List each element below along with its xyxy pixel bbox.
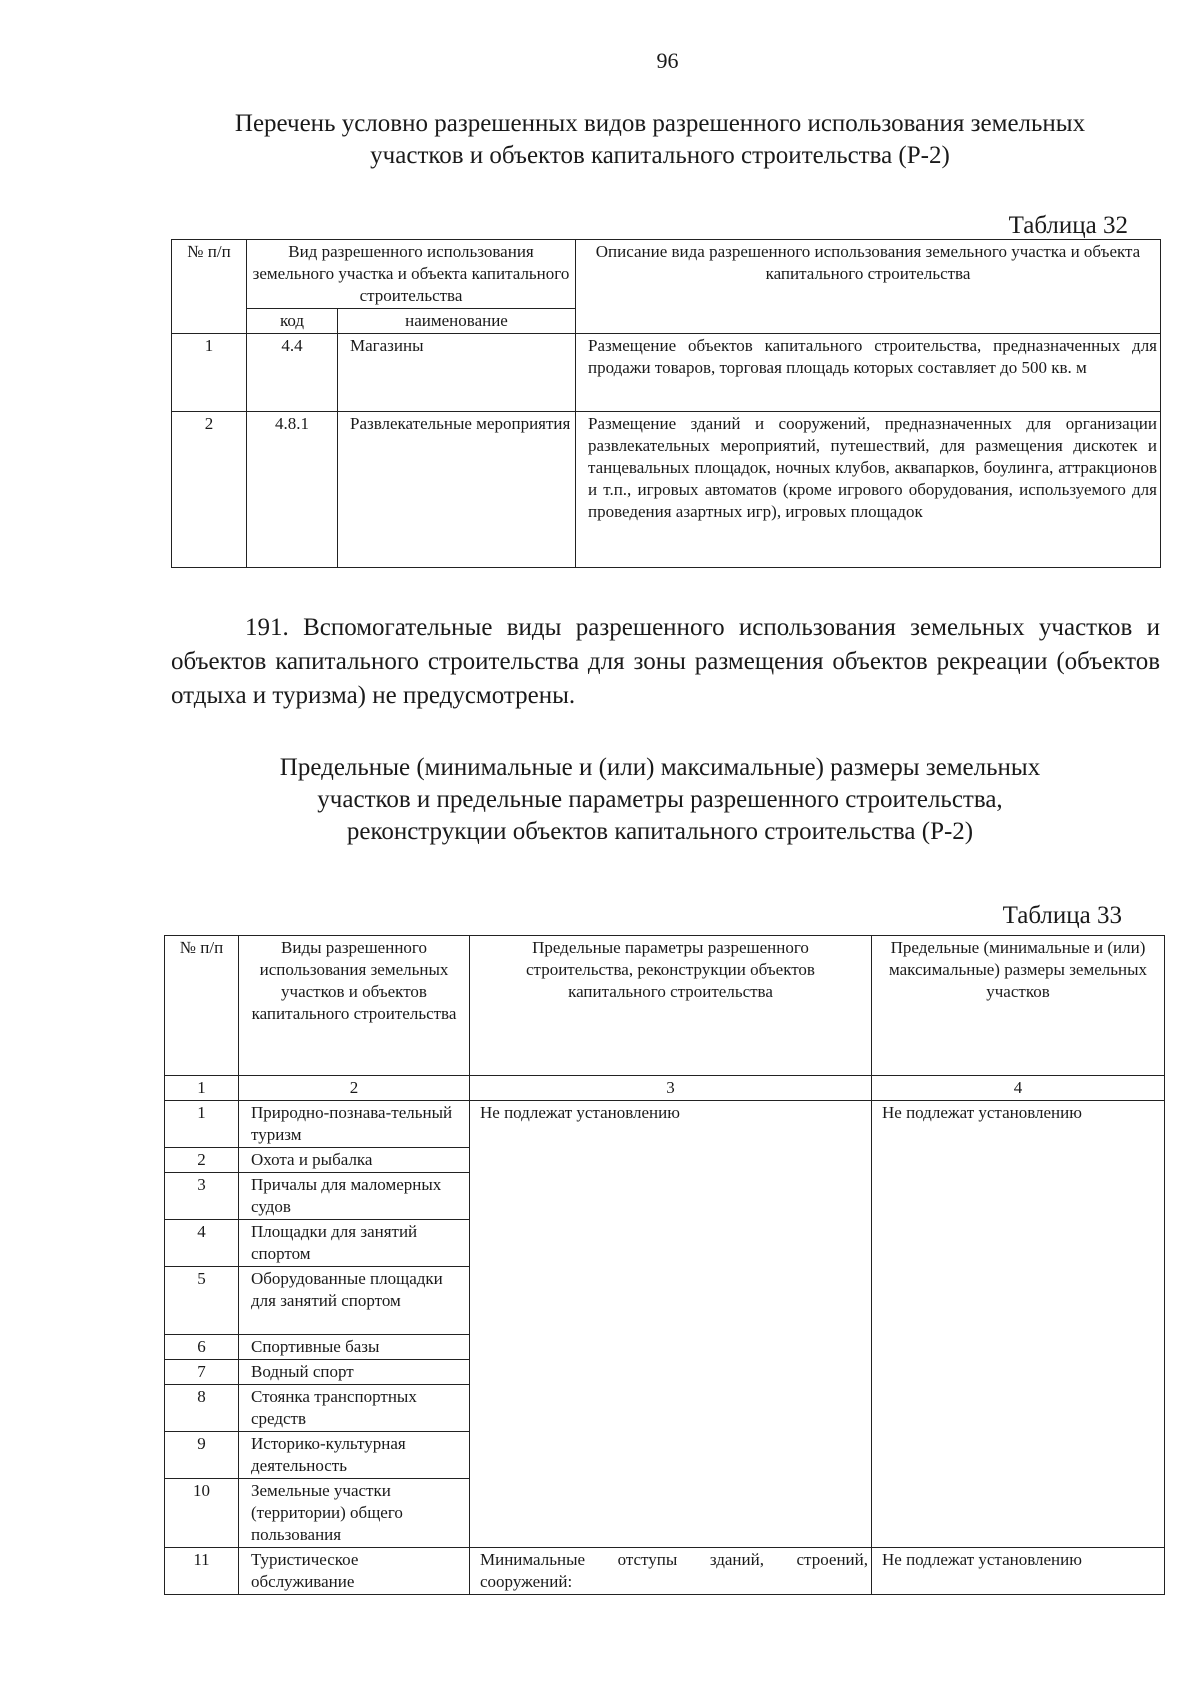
cell-num: 10 xyxy=(165,1479,239,1548)
cell-kind: Стоянка транспортных средств xyxy=(239,1385,470,1432)
cell-description: Размещение объектов капитального строительства, предназначенных для продажи товаров, торговая площадь которых составляет до 500 кв. м xyxy=(576,334,1161,412)
page-number: 96 xyxy=(656,48,679,73)
cell-kind: Причалы для маломерных судов xyxy=(239,1173,470,1220)
cell-num: 1 xyxy=(172,334,247,412)
table-33-label: Таблица 33 xyxy=(1002,902,1122,929)
table-32-title xyxy=(160,108,1160,172)
cell-num: 2 xyxy=(172,412,247,568)
cell-num: 2 xyxy=(165,1148,239,1173)
table-32 xyxy=(171,239,1161,568)
cell-kind: Туристическое обслуживание xyxy=(239,1548,470,1595)
cell-name: Развлекательные мероприятия xyxy=(338,412,576,568)
cell-kind: Площадки для занятий спортом xyxy=(239,1220,470,1267)
cell-description: Размещение зданий и сооружений, предназначенных для организации развлекательных мероприятий, путешествий, для размещения дискотек и танцевальных площадок, ночных клубов, аквапарков, боулинга, аттракционов и т.п., игровых автоматов (кроме игрового оборудования, используемого для проведения азартных игр), игровых площадок xyxy=(576,412,1161,568)
col-number: 4 xyxy=(872,1076,1165,1101)
cell-code: 4.8.1 xyxy=(247,412,338,568)
table-32-label: Таблица 32 xyxy=(1008,212,1128,239)
header-name: наименование xyxy=(338,309,576,334)
title-line: Перечень условно разрешенных видов разрешенного использования земельных xyxy=(234,110,1086,137)
table-33-title xyxy=(160,752,1160,848)
cell-sizes-group: Не подлежат установлению xyxy=(872,1101,1165,1548)
title-line: Предельные (минимальные и (или) максимальные) размеры земельных xyxy=(279,754,1041,781)
cell-num: 6 xyxy=(165,1335,239,1360)
cell-kind: Оборудованные площадки для занятий спортом xyxy=(239,1267,470,1335)
cell-num: 11 xyxy=(165,1548,239,1595)
cell-kind: Спортивные базы xyxy=(239,1335,470,1360)
cell-num: 3 xyxy=(165,1173,239,1220)
col-number: 3 xyxy=(470,1076,872,1101)
col-number: 2 xyxy=(239,1076,470,1101)
header-kind: Вид разрешенного использования земельного участка и объекта капитального строительства xyxy=(247,240,576,309)
header-kinds: Виды разрешенного использования земельных участков и объектов капитального строительства xyxy=(239,936,470,1076)
col-number: 1 xyxy=(165,1076,239,1101)
title-line: реконструкции объектов капитального строительства (Р-2) xyxy=(346,818,974,845)
cell-num: 1 xyxy=(165,1101,239,1148)
cell-name: Магазины xyxy=(338,334,576,412)
header-num: № п/п xyxy=(172,240,247,334)
title-line: участков и объектов капитального строительства (Р-2) xyxy=(370,142,950,169)
cell-code: 4.4 xyxy=(247,334,338,412)
cell-kind: Водный спорт xyxy=(239,1360,470,1385)
cell-params: Минимальные отступы зданий, строений, сооружений: xyxy=(470,1548,872,1595)
header-description: Описание вида разрешенного использования земельного участка и объекта капитального строительства xyxy=(576,240,1161,334)
paragraph-191: 191. Вспомогательные виды разрешенного использования земельных участков и объектов капитального строительства для зоны размещения объектов рекреации (объектов отдыха и туризма) не предусмотрены. xyxy=(171,614,1160,709)
cell-sizes: Не подлежат установлению xyxy=(872,1548,1165,1595)
header-code: код xyxy=(247,309,338,334)
table-33 xyxy=(164,935,1165,1595)
cell-num: 5 xyxy=(165,1267,239,1335)
title-line: участков и предельные параметры разрешенного строительства, xyxy=(317,786,1003,813)
cell-num: 9 xyxy=(165,1432,239,1479)
cell-num: 4 xyxy=(165,1220,239,1267)
header-params: Предельные параметры разрешенного строительства, реконструкции объектов капитального строительства xyxy=(470,936,872,1076)
cell-kind: Природно-познава-тельный туризм xyxy=(239,1101,470,1148)
cell-kind: Историко-культурная деятельность xyxy=(239,1432,470,1479)
cell-params-group: Не подлежат установлению xyxy=(470,1101,872,1548)
header-num: № п/п xyxy=(165,936,239,1076)
cell-num: 8 xyxy=(165,1385,239,1432)
header-sizes: Предельные (минимальные и (или) максимальные) размеры земельных участков xyxy=(872,936,1165,1076)
cell-kind: Охота и рыбалка xyxy=(239,1148,470,1173)
cell-num: 7 xyxy=(165,1360,239,1385)
cell-kind: Земельные участки (территории) общего пользования xyxy=(239,1479,470,1548)
